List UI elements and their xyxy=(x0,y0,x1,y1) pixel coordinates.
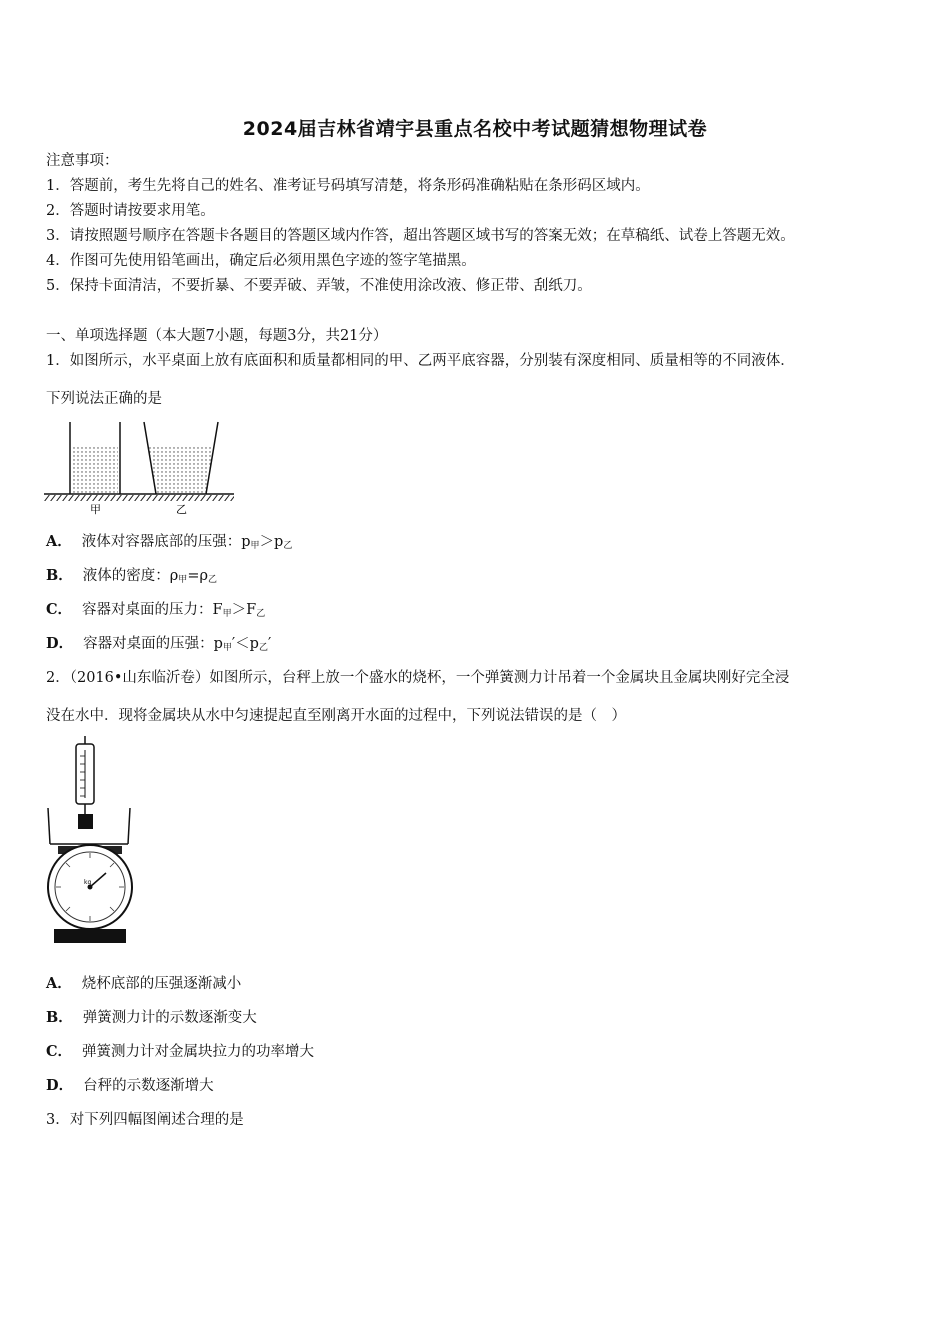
liquid-jia xyxy=(72,446,118,494)
subscript: 乙 xyxy=(283,541,293,551)
option-label: D． xyxy=(46,635,74,652)
q1-stem-line1: 1．如图所示，水平桌面上放有底面积和质量都相同的甲、乙两平底容器，分别装有深度相同、质量相等的不同液体． xyxy=(46,353,795,369)
option-text: 液体的密度：ρ xyxy=(82,568,179,584)
notice-item: 3．请按照题号顺序在答题卡各题目的答题区域内作答，超出答题区域书写的答案无效；在草稿纸、试卷上答题无效。 xyxy=(46,228,795,244)
liquid-yi xyxy=(148,446,214,494)
q1-option-c[interactable] xyxy=(46,600,265,624)
option-text: 弹簧测力计对金属块拉力的功率增大 xyxy=(82,1044,315,1060)
q2-option-b[interactable] xyxy=(46,1008,257,1028)
subscript: 甲 xyxy=(222,609,232,619)
notice-item: 1．答题前，考生先将自己的姓名、准考证号码填写清楚，将条形码准确粘贴在条形码区域内。 xyxy=(46,178,650,194)
label-yi: 乙 xyxy=(176,503,187,516)
q2-option-a[interactable] xyxy=(46,974,241,994)
q2-stem-line2: 没在水中．现将金属块从水中匀速提起直至刚离开水面的过程中，下列说法错误的是（ ） xyxy=(46,708,626,724)
beaker xyxy=(48,808,50,844)
q2-figure xyxy=(42,736,142,952)
option-text: ＞p xyxy=(259,534,284,550)
section-heading: 一、单项选择题（本大题7小题，每题3分，共21分） xyxy=(46,328,388,344)
option-text: ＞F xyxy=(231,602,257,618)
notice-item: 5．保持卡面清洁，不要折暴、不要弄破、弄皱，不准使用涂改液、修正带、刮纸刀。 xyxy=(46,278,592,294)
metal-block xyxy=(78,814,93,829)
option-text: 弹簧测力计的示数逐渐变大 xyxy=(82,1010,257,1026)
q1-figure xyxy=(44,414,234,520)
subscript: 乙 xyxy=(258,643,268,653)
option-text: =ρ xyxy=(187,568,208,584)
subscript: 乙 xyxy=(208,575,218,585)
option-text: 台秤的示数逐渐增大 xyxy=(83,1078,214,1094)
option-label: D． xyxy=(46,1077,74,1094)
containers-diagram xyxy=(44,414,234,516)
option-text: 烧杯底部的压强逐渐减小 xyxy=(81,976,242,992)
subscript: 甲 xyxy=(250,541,260,551)
subscript: 甲 xyxy=(222,643,232,653)
q1-option-a[interactable] xyxy=(46,532,292,556)
option-text: ′ xyxy=(267,636,272,652)
option-text: 容器对桌面的压力：F xyxy=(82,602,223,618)
option-text: 容器对桌面的压强：p xyxy=(83,636,223,652)
q1-option-d[interactable] xyxy=(46,634,271,658)
q2-option-d[interactable] xyxy=(46,1076,214,1096)
dial-unit: kg xyxy=(84,879,92,886)
option-text: ′＜p xyxy=(231,636,259,652)
scale-base xyxy=(54,929,126,943)
table-hatch xyxy=(44,495,234,501)
subscript: 乙 xyxy=(256,609,266,619)
q1-option-b[interactable] xyxy=(46,566,217,590)
option-label: B． xyxy=(46,1009,73,1026)
page-title: 2024届吉林省靖宇县重点名校中考试题猜想物理试卷 xyxy=(242,118,708,140)
option-label: A． xyxy=(46,975,72,992)
option-text: 液体对容器底部的压强：p xyxy=(81,534,251,550)
q2-stem-line1: 2．（2016•山东临沂卷）如图所示，台秤上放一个盛水的烧杯，一个弹簧测力计吊着一个金属块且金属块刚好完全浸 xyxy=(46,670,790,686)
option-label: C． xyxy=(46,601,73,618)
notice-item: 4．作图可先使用铅笔画出，确定后必须用黑色字迹的签字笔描黑。 xyxy=(46,253,476,269)
notice-item: 2．答题时请按要求用笔。 xyxy=(46,203,215,219)
scale-diagram xyxy=(42,736,142,948)
option-label: C． xyxy=(46,1043,73,1060)
notice-heading: 注意事项： xyxy=(46,153,119,169)
q3-stem-line1: 3．对下列四幅图阐述合理的是 xyxy=(46,1112,244,1128)
option-label: B． xyxy=(46,567,73,584)
label-jia: 甲 xyxy=(90,503,101,516)
option-label: A． xyxy=(46,533,72,550)
q2-option-c[interactable] xyxy=(46,1042,314,1062)
q1-stem-line2: 下列说法正确的是 xyxy=(46,391,162,407)
subscript: 甲 xyxy=(178,575,188,585)
